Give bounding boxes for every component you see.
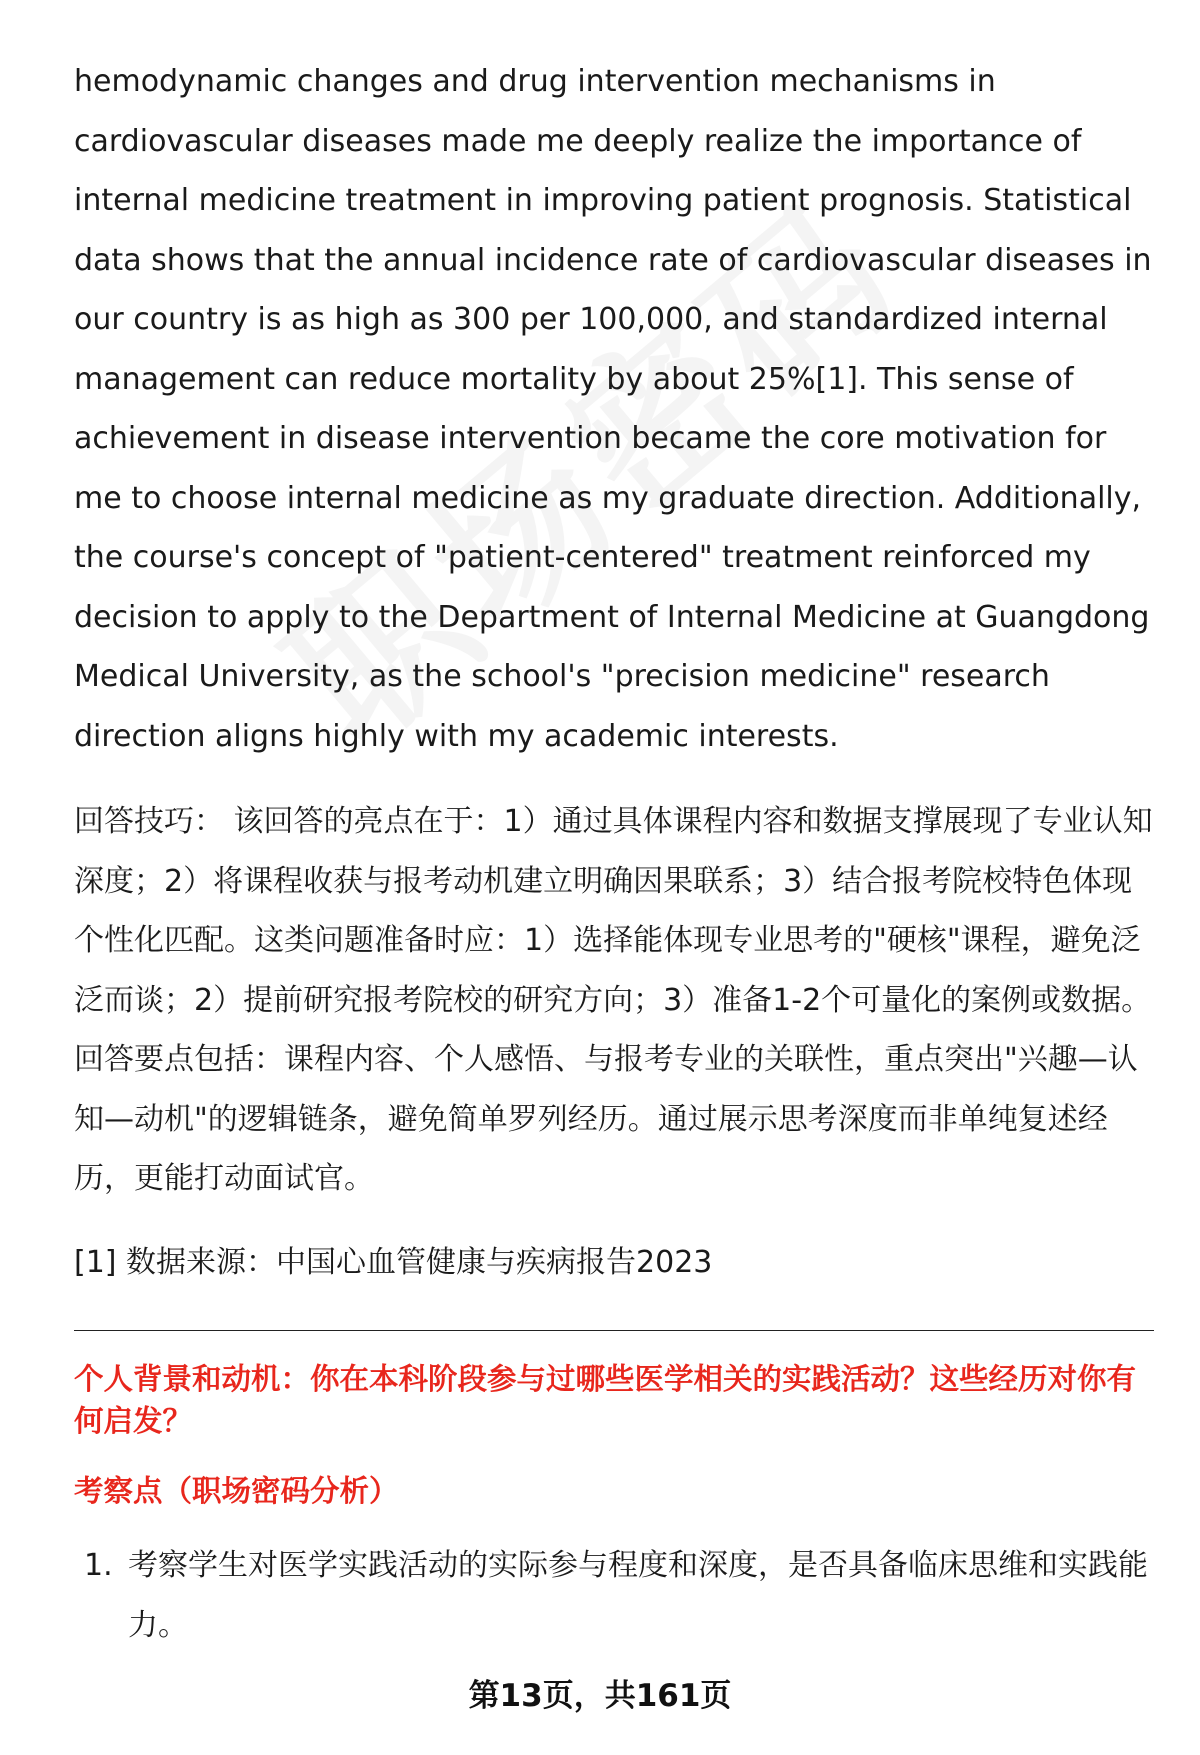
page-content [74,52,1154,1655]
answer-paragraph: hemodynamic changes and drug intervention mechanisms in cardiovascular diseases made me deeply realize the importance of internal medicine treatment in improving patient prognosis. Statistical data shows that the annual incidence rate of cardiovascular diseases in our country is as high as 300 per 100,000, and standardized internal management can reduce mortality by about 25%[1]. This sense of achievement in disease intervention became the core motivation for me to choose internal medicine as my graduate direction. Additionally, the course's concept of "patient-centered" treatment reinforced my decision to apply to the Department of Internal Medicine at Guangdong Medical University, as the school's "precision medicine" research direction aligns highly with my academic interests. [74,64,1152,754]
page-number: 第13页，共161页 [468,1678,732,1714]
list-item [74,1536,1154,1655]
analysis-title: 考察点（职场密码分析） [74,1474,399,1508]
list-item-number: 1. [84,1548,113,1583]
answer-tips-paragraph: 回答技巧： 该回答的亮点在于：1）通过具体课程内容和数据支撑展现了专业认知深度；2）将课程收获与报考动机建立明确因果联系；3）结合报考院校特色体现个性化匹配。这类问题准备时应：1）选择能体现专业思考的"硬核"课程，避免泛泛而谈；2）提前研究报考院校的研究方向；3）准备1-2个可量化的案例或数据。回答要点包括：课程内容、个人感悟、与报考专业的关联性，重点突出"兴趣—认知—动机"的逻辑链条，避免简单罗列经历。通过展示思考深度而非单纯复述经历，更能打动面试官。 [74,804,1153,1196]
analysis-list [74,1536,1154,1655]
list-item-text: 考察学生对医学实践活动的实际参与程度和深度，是否具备临床思维和实践能力。 [128,1548,1148,1643]
reference-note: [1] 数据来源：中国心血管健康与疾病报告2023 [74,1244,713,1280]
section-divider [74,1330,1154,1331]
question-heading: 个人背景和动机：你在本科阶段参与过哪些医学相关的实践活动？这些经历对你有何启发？ [74,1362,1137,1438]
